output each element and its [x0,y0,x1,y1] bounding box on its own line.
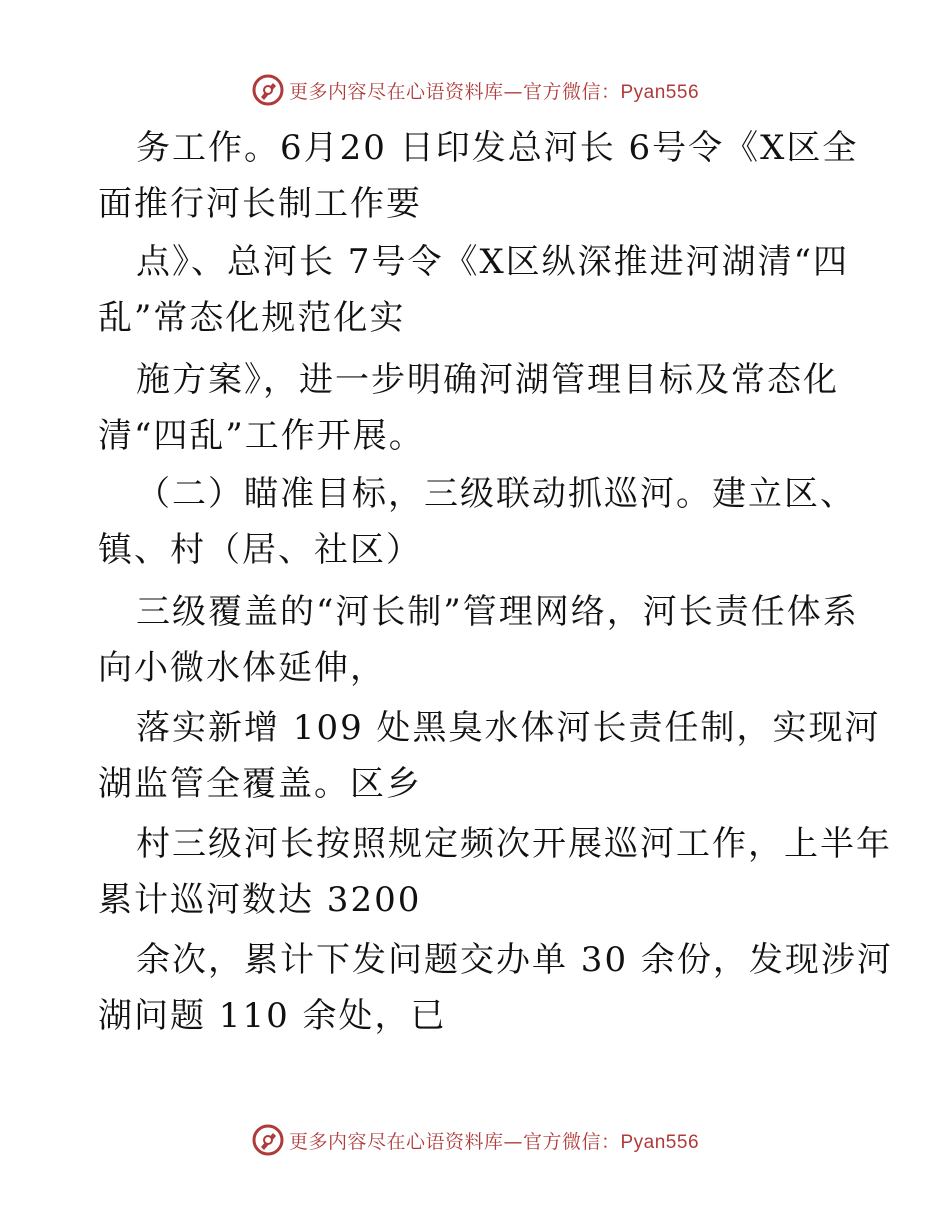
watermark-id: Pyan556 [620,81,700,103]
watermark-cn: 更多内容尽在心语资料库—官方微信： [288,1130,621,1153]
text-line: 落实新增 109 处黑臭水体河长责任制，实现河 [136,708,881,748]
text-line: 清“四乱”工作开展。 [98,416,425,456]
text-line: 镇、村（居、社区） [98,530,422,570]
text-line: 施方案》，进一步明确河湖管理目标及常态化 [136,360,839,400]
text-line: 向小微水体延伸， [98,648,386,688]
pen-logo-icon [251,1123,285,1157]
text-line: 村三级河长按照规定频次开展巡河工作，上半年 [136,824,892,864]
text-line: （二）瞄准目标，三级联动抓巡河。建立区、 [136,474,856,514]
text-line: 累计巡河数达 3200 [98,880,422,920]
text-line: 三级覆盖的“河长制”管理网络，河长责任体系 [136,592,859,632]
text-line: 湖监管全覆盖。区乡 [98,764,422,804]
text-line: 湖问题 110 余处，已 [98,996,447,1036]
header-watermark [0,70,950,110]
pen-logo-icon [251,73,285,107]
watermark-text [289,77,699,104]
footer-watermark [0,1120,950,1160]
text-line: 余次，累计下发问题交办单 30 余份，发现涉河 [136,940,893,980]
text-line: 面推行河长制工作要 [98,184,422,224]
watermark-cn: 更多内容尽在心语资料库—官方微信： [288,80,621,103]
text-line: 务工作。6月20 日印发总河长 6号令《X区全 [136,128,859,168]
watermark-text [289,1127,699,1154]
text-line: 点》、总河长 7号令《X区纵深推进河湖清“四 [136,242,850,282]
watermark-id: Pyan556 [620,1131,700,1153]
text-line: 乱”常态化规范化实 [98,298,406,338]
